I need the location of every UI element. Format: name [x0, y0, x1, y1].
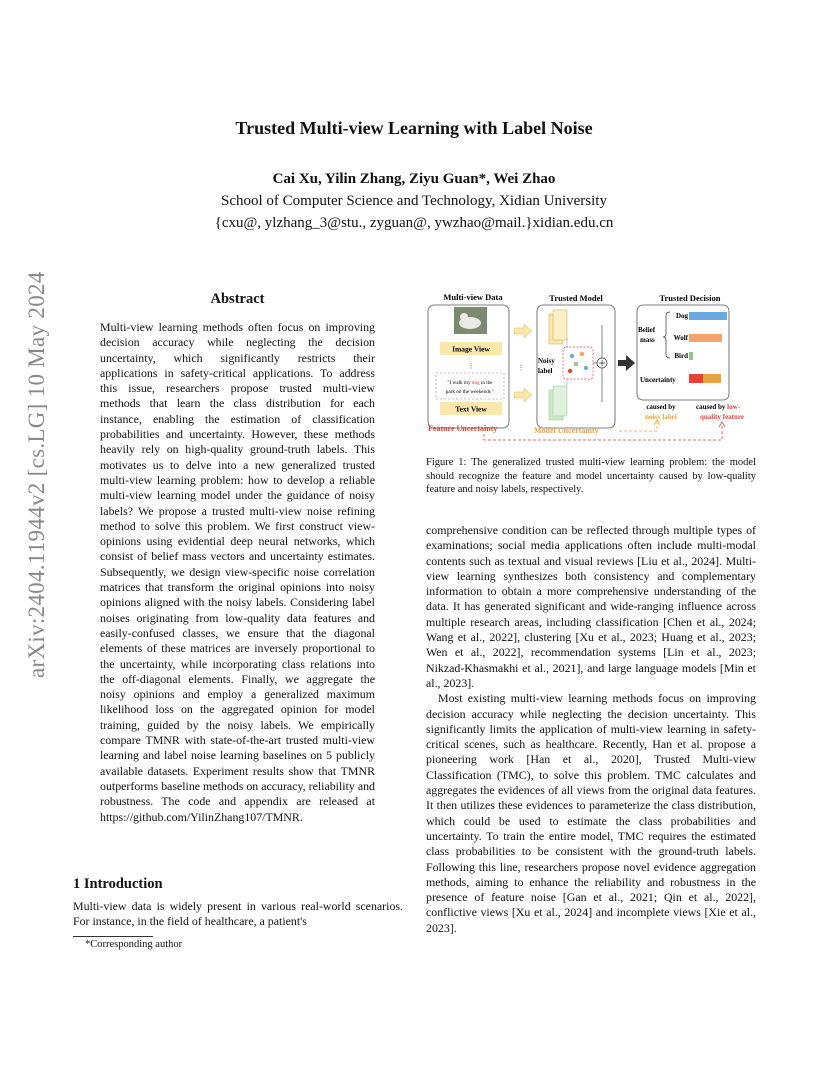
- figure-title-trusted-decision: Trusted Decision: [659, 293, 721, 303]
- caused-by-low-quality: caused by low-: [696, 403, 740, 411]
- belief-bar-wolf: [689, 334, 722, 342]
- class-label-wolf: Wolf: [673, 334, 688, 342]
- dog-photo-icon-head: [460, 313, 468, 321]
- author-emails: {cxu@, ylzhang_3@stu., zyguan@, ywzhao@mail.}xidian.edu.cn: [214, 215, 614, 231]
- abstract-body: Multi-view learning methods often focus on improving decision accuracy while neglecting the decision uncertainty, which significantly restricts their applications in safety-critical applications. To address this issue, researchers propose trusted multi-view methods that learn the class distribution for each instance, enabling the estimation of classification probabilities and uncertainty. However, these methods heavily rely on high-quality ground-truth labels. This motivates us to delve into a new generalized trusted multi-view learning problem: how to develop a reliable multi-view learning model under the guidance of noisy labels? We propose a trusted multi-view noise refining method to solve this problem. We first construct view-opinions using evidential deep neural networks, which consist of belief mass vectors and uncertainty estimates. Subsequently, we design view-specific noise correlation matrices that transform the original opinions into noisy opinions aligned with the noisy labels. Considering label noises originating from low-quality data features and easily-confused classes, we ensure that the diagonal elements of these matrices are inversely proportional to the uncertainty, while incorporating class relations into the off-diagonal elements. Finally, we aggregate the noisy opinions and employ a generalized maximum likelihood loss on the aggregated opinion for model training, guided by the noisy labels. We empirically compare TMNR with state-of-the-art trusted multi-view learning and label noise learning baselines on 5 publicly available datasets. Experiment results show that TMNR outperforms baseline methods on accuracy, reliability and robustness. The code and appendix are released at https://github.com/YilinZhang107/TMNR.: [100, 320, 375, 824]
- introduction-paragraph: Most existing multi-view learning methods focus on improving decision accuracy while neglecting the decision uncertainty. This significantly limits the application of multi-view learning in safety-critical scenes, such as healthcare. Recently, Han et al. propose a pioneering work [Han et al., 2020], Trusted Multi-view Classification (TMC), to solve this problem. TMC calculates and aggregates the evidences of all views from the original data features. It then utilizes these evidences to parameterize the class distribution, which could be used to estimate the class probabilities and uncertainty. To train the entire model, TMC requires the estimated class probabilities to be consistent with the ground-truth labels. Following this line, researchers propose novel evidence aggregation methods, aiming to enhance the reliability and robustness in the presence of feature noise [Gan et al., 2021; Qin et al., 2022], conflictive views [Xu et al., 2024] and incomplete views [Xie et al., 2023].: [426, 691, 756, 935]
- belief-mass-label: mass: [640, 336, 655, 344]
- abstract-heading: Abstract: [210, 291, 265, 307]
- arrow-right-icon: [618, 355, 635, 371]
- matrix-node: [574, 362, 578, 366]
- text-view-label: Text View: [455, 404, 487, 414]
- feature-uncertainty-label: Feature Uncertainty: [428, 424, 498, 433]
- text-sample-box: [436, 373, 504, 399]
- arrow-right-icon: [514, 324, 532, 338]
- footnote-rule: [73, 936, 153, 937]
- class-label-bird: Bird: [674, 352, 688, 360]
- affiliation: School of Computer Science and Technology, Xidian University: [221, 193, 607, 209]
- belief-bar-dog: [689, 312, 727, 320]
- caused-by-label: caused by: [646, 403, 676, 411]
- vertical-ellipsis-icon: ⋮: [517, 364, 525, 372]
- model-uncertainty-dashed-line: [619, 422, 657, 431]
- paper-title: Trusted Multi-view Learning with Label Noise: [235, 118, 593, 138]
- image-view-label: Image View: [452, 344, 490, 354]
- introduction-body-right: [426, 523, 756, 936]
- vertical-ellipsis-icon: ⋮: [467, 362, 475, 370]
- uncertainty-label: Uncertainty: [640, 376, 676, 384]
- noisy-label-text: Noisy: [538, 357, 555, 365]
- arxiv-identifier: arXiv:2404.11944v2 [cs.LG] 10 May 2024: [24, 271, 49, 679]
- noisy-label-text: label: [538, 367, 553, 375]
- section-heading-introduction: 1 Introduction: [73, 876, 163, 892]
- footnote-corresponding-author: *Corresponding author: [85, 939, 183, 950]
- matrix-node: [570, 354, 574, 358]
- author-list: Cai Xu, Yilin Zhang, Ziyu Guan*, Wei Zhao: [272, 171, 556, 187]
- uncertainty-bar-feature: [689, 374, 703, 383]
- figure-1-diagram: [426, 290, 756, 445]
- arrow-right-icon: [514, 388, 532, 402]
- noisy-label-cause: noisy label: [645, 413, 677, 421]
- text-encoder-block: [553, 386, 567, 416]
- feature-uncertainty-dashed-line: [484, 424, 722, 440]
- figure-1-caption: Figure 1: The generalized trusted multi-view learning problem: the model should recognize the feature and model uncertainty caused by low-quality feature and noisy labels, respectively.: [426, 457, 756, 496]
- class-label-dog: Dog: [675, 312, 688, 320]
- noise-matrix-box: [563, 347, 593, 379]
- brace-icon: [663, 312, 670, 358]
- belief-mass-label: Belief: [638, 326, 656, 334]
- model-uncertainty-label: Model Uncertainty: [534, 426, 599, 435]
- uncertainty-bar-model: [703, 374, 721, 383]
- introduction-body: Multi-view data is widely present in various real-world scenarios. For instance, in the field of healthcare, a patient's: [73, 899, 403, 929]
- figure-title-trusted-model: Trusted Model: [549, 293, 603, 303]
- text-sample-line-1: "I walk my dog in the: [447, 380, 493, 386]
- text-sample-line-2: park on the weekends ": [445, 389, 495, 395]
- matrix-node: [584, 366, 588, 370]
- image-encoder-block: [553, 310, 567, 340]
- introduction-paragraph: comprehensive condition can be reflected through multiple types of examinations; social media applications often include multi-modal contents such as textual and visual reviews [Liu et al., 2024]. Multi-view learning synthesizes both consistency and complementary information to obtain a more comprehensive understanding of the data. It has generated significant and wide-ranging influence across multiple research areas, including classification [Chen et al., 2024; Wang et al., 2022], clustering [Xu et al., 2023; Huang et al., 2023; Wen et al., 2022], recommendation systems [Lin et al., 2023; Nikzad-Khasmakhi et al., 2021], and large language models [Min et al., 2023].: [426, 523, 756, 690]
- belief-bar-bird: [689, 352, 693, 360]
- matrix-node: [580, 352, 584, 356]
- figure-title-multiview-data: Multi-view Data: [443, 292, 503, 302]
- matrix-node: [568, 369, 572, 373]
- quality-feature-cause: quality feature: [699, 413, 745, 421]
